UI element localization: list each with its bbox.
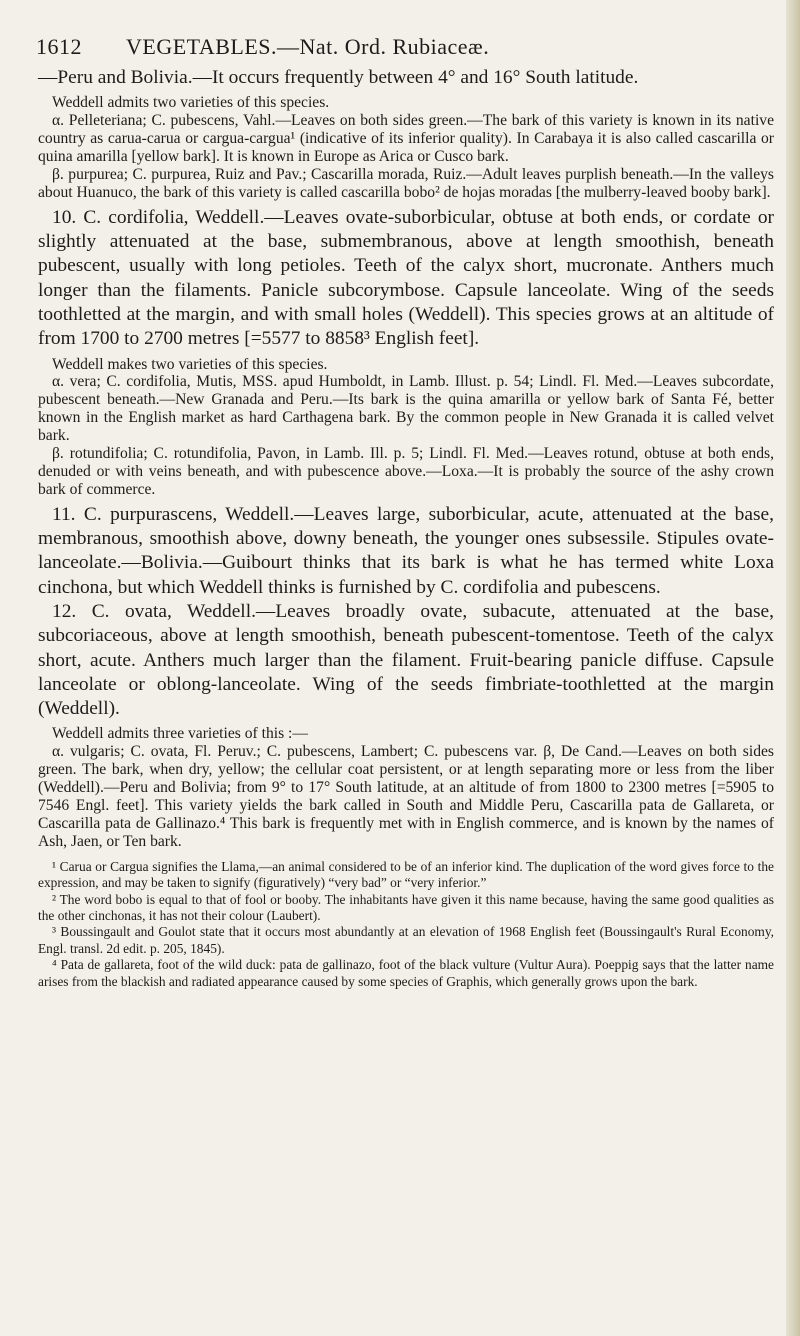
page-edge-shadow xyxy=(786,0,800,1336)
paragraph-intro: —Peru and Bolivia.—It occurs frequently between 4° and 16° South latitude. xyxy=(38,67,639,88)
page-number: 1612 xyxy=(36,34,82,59)
paragraph-variety-vera: α. vera; C. cordifolia, Mutis, MSS. apud Humboldt, in Lamb. Illust. p. 54; Lindl. Fl. Med.—Leaves subcordate, pubescent beneath.—New Granada and Peru.—Its bark is the quina amarilla or yellow bark of Santa Fé, better known in the English market as hard Carthagena bark. By the common people in New Granada it is called velvet bark. xyxy=(38,373,774,445)
running-header xyxy=(38,28,774,66)
footnote-1: ¹ Carua or Cargua signifies the Llama,—an animal considered to be of an inferior kind. The duplication of the word gives force to the expression, and may be taken to signify (figuratively) “very bad” or “very inferior.” xyxy=(38,858,774,891)
paragraph-variety-pelleteriana: α. Pelleteriana; C. pubescens, Vahl.—Leaves on both sides green.—The bark of this variety is known in its native country as carua-carua or cargua-cargua¹ (indicative of its inferior quality). In Carabaya it is also called cascarilla or quina amarilla [yellow bark]. It is known in Europe as Arica or Cusco bark. xyxy=(38,112,774,166)
running-title: VEGETABLES.—Nat. Ord. Rubiaceæ. xyxy=(126,34,490,59)
paragraph-varieties-note: Weddell admits two varieties of this species. xyxy=(52,94,330,112)
footnotes xyxy=(38,859,774,990)
paragraph-variety-vulgaris: α. vulgaris; C. ovata, Fl. Peruv.; C. pubescens, Lambert; C. pubescens var. β, De Cand.—Leaves on both sides green. The bark, when dry, yellow; the cellular coat persistent, or at length separating more or less from the liber (Weddell).—Peru and Bolivia; from 9° to 17° South latitude, at an altitude of from 1800 to 2300 metres [=5905 to 7546 Engl. feet]. This variety yields the bark called in South and Middle Peru, Cascarilla pata de Gallareta, or Cascarilla pata de Gallinazo.⁴ This bark is frequently met with in English commerce, and is known by the names of Ash, Jaen, or Ten bark. xyxy=(38,743,774,850)
footnote-3: ³ Boussingault and Goulot state that it occurs most abundantly at an elevation of 1968 English feet (Boussingault's Rural Economy, Engl. transl. 2d edit. p. 205, 1845). xyxy=(38,924,774,956)
paragraph-species-ovata: 12. C. ovata, Weddell.—Leaves broadly ovate, subacute, attenuated at the base, subcoriaceous, above at length smoothish, beneath pubescent-tomentose. Teeth of the calyx short, acute. Anthers much larger than the filament. Fruit-bearing panicle diffuse. Capsule lanceolate or oblong-lanceolate. Wing of the seeds fimbriate-toothletted at the margin (Weddell). xyxy=(38,600,774,720)
body-text xyxy=(38,66,774,851)
paragraph-species-cordifolia: 10. C. cordifolia, Weddell.—Leaves ovate-suborbicular, obtuse at both ends, or cordate or slightly attenuated at the base, submembranous, above at length smoothish, beneath pubescent, usually with long petioles. Teeth of the calyx short, mucronate. Anthers much longer than the filaments. Panicle subcorymbose. Capsule lanceolate. Wing of the seeds toothletted at the margin, and with small holes (Weddell). This species grows at an altitude of from 1700 to 2700 metres [=5577 to 8858³ English feet]. xyxy=(38,206,774,350)
paragraph-variety-purpurea: β. purpurea; C. purpurea, Ruiz and Pav.; Cascarilla morada, Ruiz.—Adult leaves purplish beneath.—In the valleys about Huanuco, the bark of this variety is called cascarilla bobo² de hojas moradas [the mulberry-leaved booby bark]. xyxy=(38,165,774,201)
paragraph-varieties-note-3: Weddell admits three varieties of this :— xyxy=(52,725,308,743)
paragraph-species-purpurascens: 11. C. purpurascens, Weddell.—Leaves large, suborbicular, acute, attenuated at the base, membranous, smoothish above, downy beneath, the younger ones subsessile. Stipules ovate-lanceolate.—Bolivia.—Guibourt thinks that its bark is what he has termed white Loxa cinchona, but which Weddell thinks is furnished by C. cordifolia and pubescens. xyxy=(38,503,774,598)
paragraph-variety-rotundifolia: β. rotundifolia; C. rotundifolia, Pavon, in Lamb. Ill. p. 5; Lindl. Fl. Med.—Leaves rotund, obtuse at both ends, denuded or with veins beneath, and with pubescence above.—Loxa.—It is probably the source of the ashy crown bark of commerce. xyxy=(38,445,774,498)
book-page xyxy=(38,28,774,990)
footnote-2: ² The word bobo is equal to that of fool or booby. The inhabitants have given it this name because, having the same good qualities as the other cinchonas, it has not their colour (Laubert). xyxy=(38,891,774,923)
footnote-4: ⁴ Pata de gallareta, foot of the wild duck: pata de gallinazo, foot of the black vulture (Vultur Aura). Poeppig says that the latter name arises from the blackish and radiated appearance caused by some species of Graphis, which generally grows upon the bark. xyxy=(38,957,774,989)
paragraph-varieties-note-2: Weddell makes two varieties of this species. xyxy=(52,355,328,373)
footnote-separator xyxy=(38,851,774,859)
